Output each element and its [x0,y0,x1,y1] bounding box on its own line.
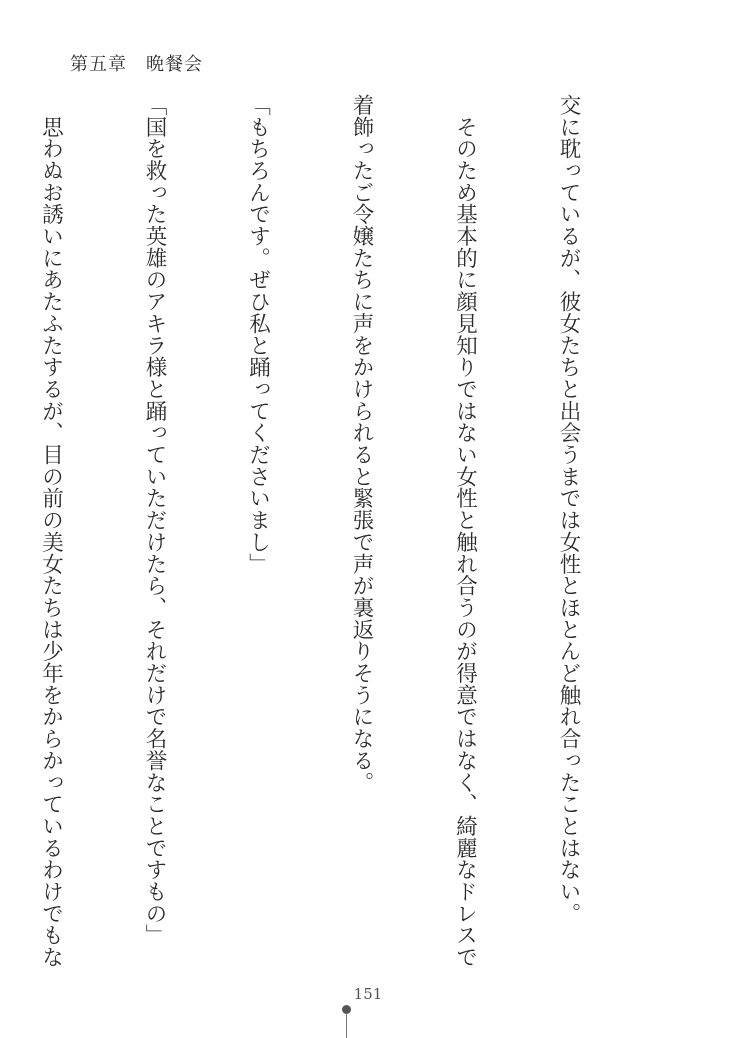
page-number: 151 [353,985,383,1003]
text-line: 「もちろんです。ぜひ私と踊ってくださいまし」 [245,94,271,575]
text-line: 「国を救った英雄のアキラ様と踊っていただけたら、それだけで名誉なことですもの」 [142,94,167,947]
text-line: 思わぬお誘いにあたふたするが、目の前の美女たちは少年をからかっているわけでもな [38,94,64,968]
text-line: 交に耽っているが、彼女たちと出会うまでは女性とほとんど触れ合ったことはない。 [556,94,581,925]
chapter-header: 第五章 晩餐会 [70,54,203,75]
body-text [38,94,654,968]
text-line: 着飾ったご令嬢たちに声をかけられると緊張で声が裏返りそうになる。 [349,94,374,794]
text-line: そのため基本的に顔見知りではない女性と触れ合うのが得意ではなく、綺麗なドレスで [452,94,478,968]
page-ornament-line [346,1013,347,1038]
